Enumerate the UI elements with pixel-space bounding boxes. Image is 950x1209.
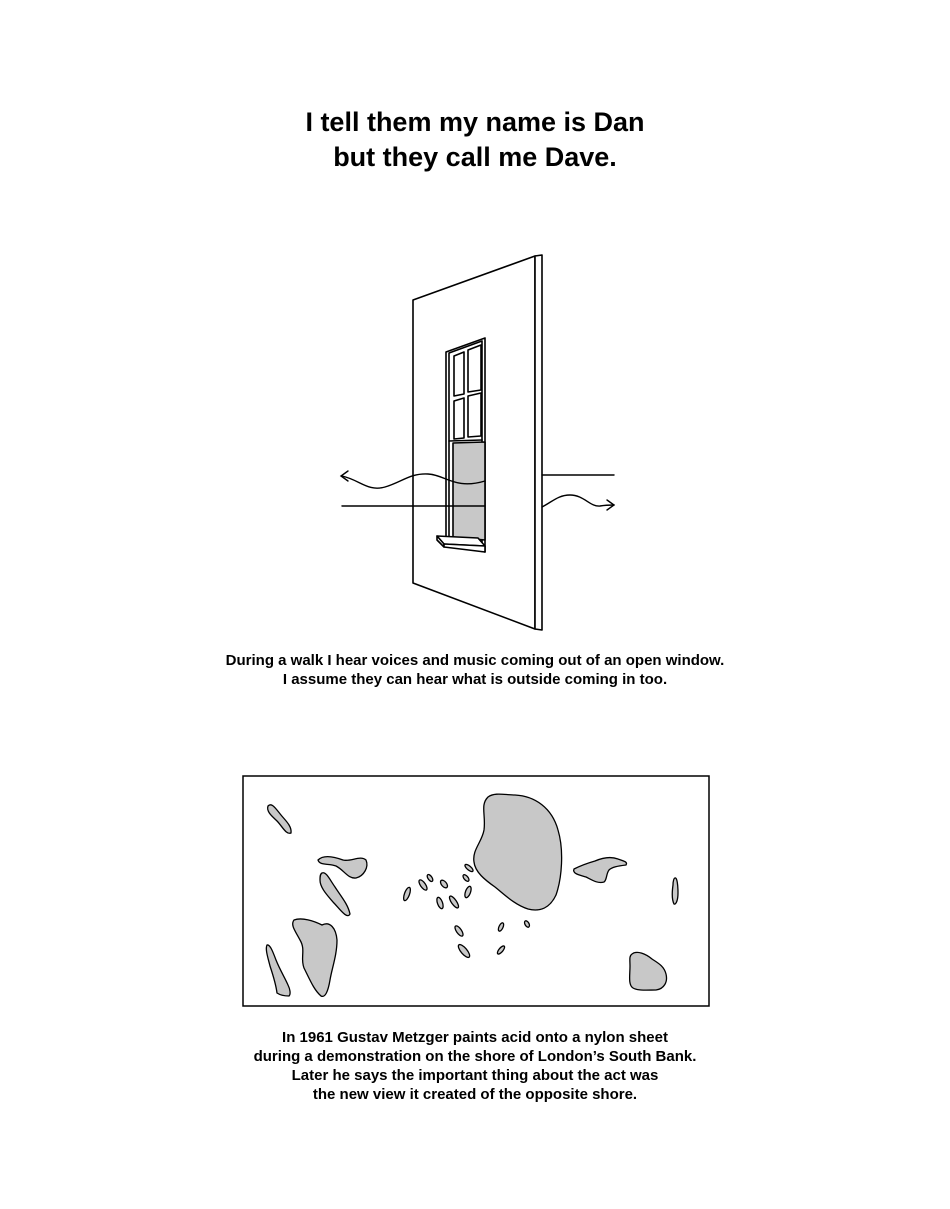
metzger-caption-line-3: Later he says the important thing about the act was (291, 1067, 659, 1084)
nylon-sheet-illustration (242, 775, 712, 1009)
title-line-2: but they call me Dave. (333, 142, 617, 172)
metzger-caption (0, 1028, 950, 1104)
metzger-caption-line-4: the new view it created of the opposite shore. (312, 1086, 638, 1103)
wall-edge (535, 255, 542, 630)
title-line-1: I tell them my name is Dan (305, 107, 645, 137)
hole-far-right (672, 878, 678, 904)
metzger-caption-line-2: during a demonstration on the shore of London’s South Bank. (253, 1048, 697, 1065)
window-caption-line-2: I assume they can hear what is outside coming in too. (282, 671, 668, 688)
window-caption (0, 651, 950, 689)
metzger-caption-line-1: In 1961 Gustav Metzger paints acid onto a nylon sheet (282, 1029, 668, 1046)
window-caption-line-1: During a walk I hear voices and music coming out of an open window. (225, 652, 725, 669)
window-opening (453, 442, 485, 540)
wave-outgoing-right (542, 495, 614, 507)
page-title (0, 105, 950, 175)
wall-window-illustration (330, 248, 630, 638)
